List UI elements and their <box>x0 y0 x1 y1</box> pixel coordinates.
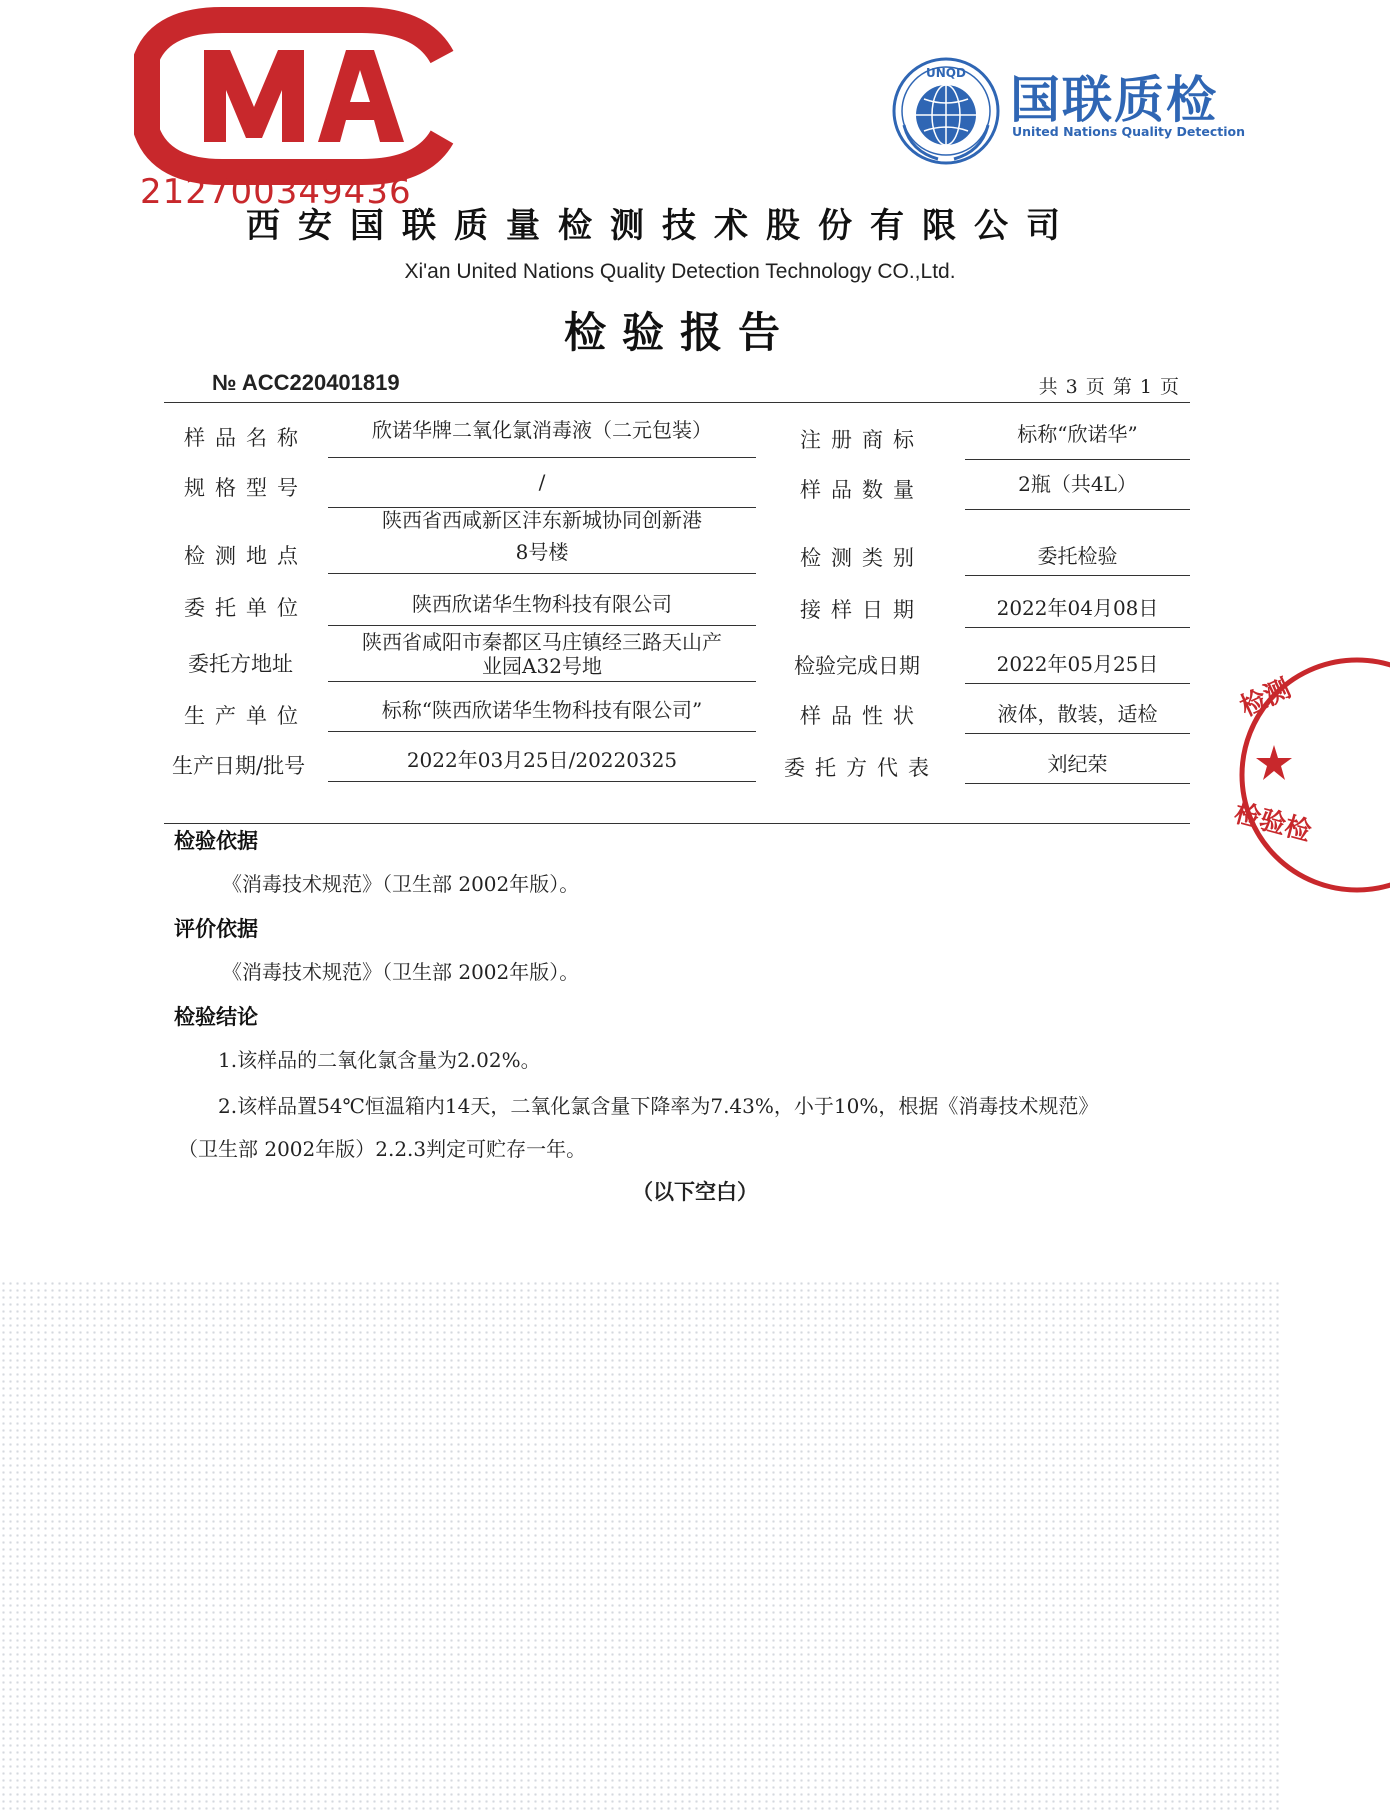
complete-date-label: 检验完成日期 <box>794 654 920 678</box>
quantity-value: 2瓶（共4L） <box>965 472 1190 510</box>
sample-state-value: 液体，散装，适检 <box>965 702 1190 734</box>
client-address-value: 陕西省咸阳市秦都区马庄镇经三路天山产 业园A32号地 <box>328 630 756 682</box>
trademark-value: 标称“欣诺华” <box>965 422 1190 460</box>
test-type-label: 检测类别 <box>800 546 924 570</box>
company-name-english: Xi'an United Nations Quality Detection Technology CO.,Ltd. <box>404 260 956 283</box>
trademark-label: 注册商标 <box>800 428 924 452</box>
producer-value: 标称“陕西欣诺华生物科技有限公司” <box>328 698 756 732</box>
complete-date-value: 2022年05月25日 <box>965 652 1190 684</box>
brand-name: 国联质检 <box>1010 71 1218 129</box>
spec-label: 规格型号 <box>184 476 308 500</box>
client-rep-value: 刘纪荣 <box>965 752 1190 784</box>
sample-name-value: 欣诺华牌二氧化氯消毒液（二元包装） <box>328 418 756 458</box>
svg-text:检验检: 检验检 <box>1231 798 1315 848</box>
cma-certificate-number: 212700349436 <box>140 172 412 212</box>
evaluation-text: 《消毒技术规范》（卫生部 2002年版）。 <box>222 960 580 984</box>
client-rep-label: 委托方代表 <box>784 756 939 780</box>
quantity-label: 样品数量 <box>800 478 924 502</box>
unqd-globe-logo <box>890 55 1002 167</box>
page-indicator: 共 3 页 第 1 页 <box>1038 376 1180 398</box>
cma-mark-logo <box>142 12 442 182</box>
producer-label: 生产单位 <box>184 704 308 728</box>
table-top-rule <box>164 402 1190 403</box>
sample-state-label: 样品性状 <box>800 704 924 728</box>
table-bottom-rule <box>164 823 1190 824</box>
inspection-seal-stamp <box>1231 650 1315 900</box>
basis-heading: 检验依据 <box>174 828 258 853</box>
basis-text: 《消毒技术规范》（卫生部 2002年版）。 <box>222 872 580 896</box>
svg-text:检测: 检测 <box>1235 673 1296 723</box>
sample-name-label: 样品名称 <box>184 426 308 450</box>
conclusion-item-2-line-2: （卫生部 2002年版）2.2.3判定可贮存一年。 <box>178 1137 587 1161</box>
client-address-label: 委托方地址 <box>188 652 293 676</box>
blank-below-note: （以下空白） <box>632 1179 758 1204</box>
report-title: 检验报告 <box>563 308 796 357</box>
location-value: 陕西省西咸新区沣东新城协同创新港 8号楼 <box>328 508 756 574</box>
dotted-background <box>0 1280 1280 1810</box>
spec-value: / <box>328 470 756 508</box>
client-label: 委托单位 <box>184 596 308 620</box>
receive-date-label: 接样日期 <box>800 598 924 622</box>
conclusion-item-1: 1.该样品的二氧化氯含量为2.02%。 <box>218 1048 541 1072</box>
brand-english-name: United Nations Quality Detection <box>1012 124 1245 139</box>
client-value: 陕西欣诺华生物科技有限公司 <box>328 592 756 626</box>
svg-text:UNQD: UNQD <box>926 66 966 80</box>
batch-label: 生产日期/批号 <box>172 754 306 778</box>
test-type-value: 委托检验 <box>965 544 1190 576</box>
report-number: № ACC220401819 <box>212 370 400 395</box>
location-label: 检测地点 <box>184 544 308 568</box>
receive-date-value: 2022年04月08日 <box>965 596 1190 628</box>
company-name-chinese: 西安国联质量检测技术股份有限公司 <box>246 206 1078 246</box>
batch-value: 2022年03月25日/20220325 <box>328 748 756 782</box>
evaluation-heading: 评价依据 <box>174 916 258 941</box>
conclusion-heading: 检验结论 <box>174 1004 258 1029</box>
conclusion-item-2-line-1: 2.该样品置54℃恒温箱内14天，二氧化氯含量下降率为7.43%，小于10%，根据《消毒技术规范》 <box>218 1094 1099 1118</box>
